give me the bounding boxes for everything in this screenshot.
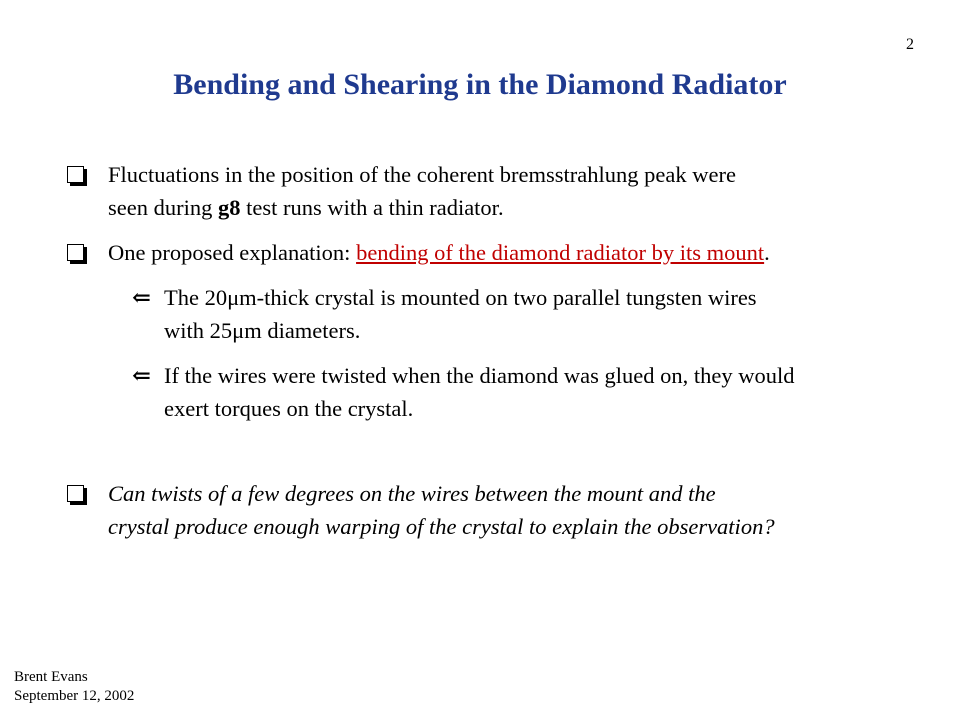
sub-bullet-text-line: If the wires were twisted when the diamond was glued on, they would xyxy=(164,363,795,388)
bullet-explanation xyxy=(64,236,924,269)
sub-bullet-text-line: The 20μm-thick crystal is mounted on two parallel tungsten wires xyxy=(164,285,757,310)
footer xyxy=(14,668,134,706)
sub-bullet-text-line: with 25μm diameters. xyxy=(164,318,361,343)
slide-title: Bending and Shearing in the Diamond Radiator xyxy=(173,68,787,101)
slide-content xyxy=(64,158,924,555)
bullet-text-line: Fluctuations in the position of the coherent bremsstrahlung peak were xyxy=(108,162,736,187)
arrow-bullet-icon: ⇐ xyxy=(132,285,151,310)
bullet-text-line: One proposed explanation: bending of the diamond radiator by its mount. xyxy=(108,240,770,265)
checkbox-bullet-icon xyxy=(67,244,84,261)
arrow-bullet-icon: ⇐ xyxy=(132,363,151,388)
bullet-text-line: Can twists of a few degrees on the wires between the mount and the xyxy=(108,481,716,506)
checkbox-bullet-icon xyxy=(67,166,84,183)
sub-bullet-twisted-wires xyxy=(64,359,924,425)
bullet-text-line: crystal produce enough warping of the crystal to explain the observation? xyxy=(108,514,775,539)
bullet-fluctuations xyxy=(64,158,924,224)
explanation-link[interactable]: bending of the diamond radiator by its mount xyxy=(356,240,765,265)
footer-author: Brent Evans xyxy=(14,669,88,685)
bullet-question xyxy=(64,477,924,543)
footer-date: September 12, 2002 xyxy=(14,688,135,704)
slide-number: 2 xyxy=(906,36,914,53)
sub-bullet-text-line: exert torques on the crystal. xyxy=(164,396,414,421)
sub-bullet-crystal-mount xyxy=(64,281,924,347)
bullet-text-line: seen during g8 test runs with a thin radiator. xyxy=(108,195,504,220)
bold-run-name: g8 xyxy=(217,195,241,220)
checkbox-bullet-icon xyxy=(67,485,84,502)
